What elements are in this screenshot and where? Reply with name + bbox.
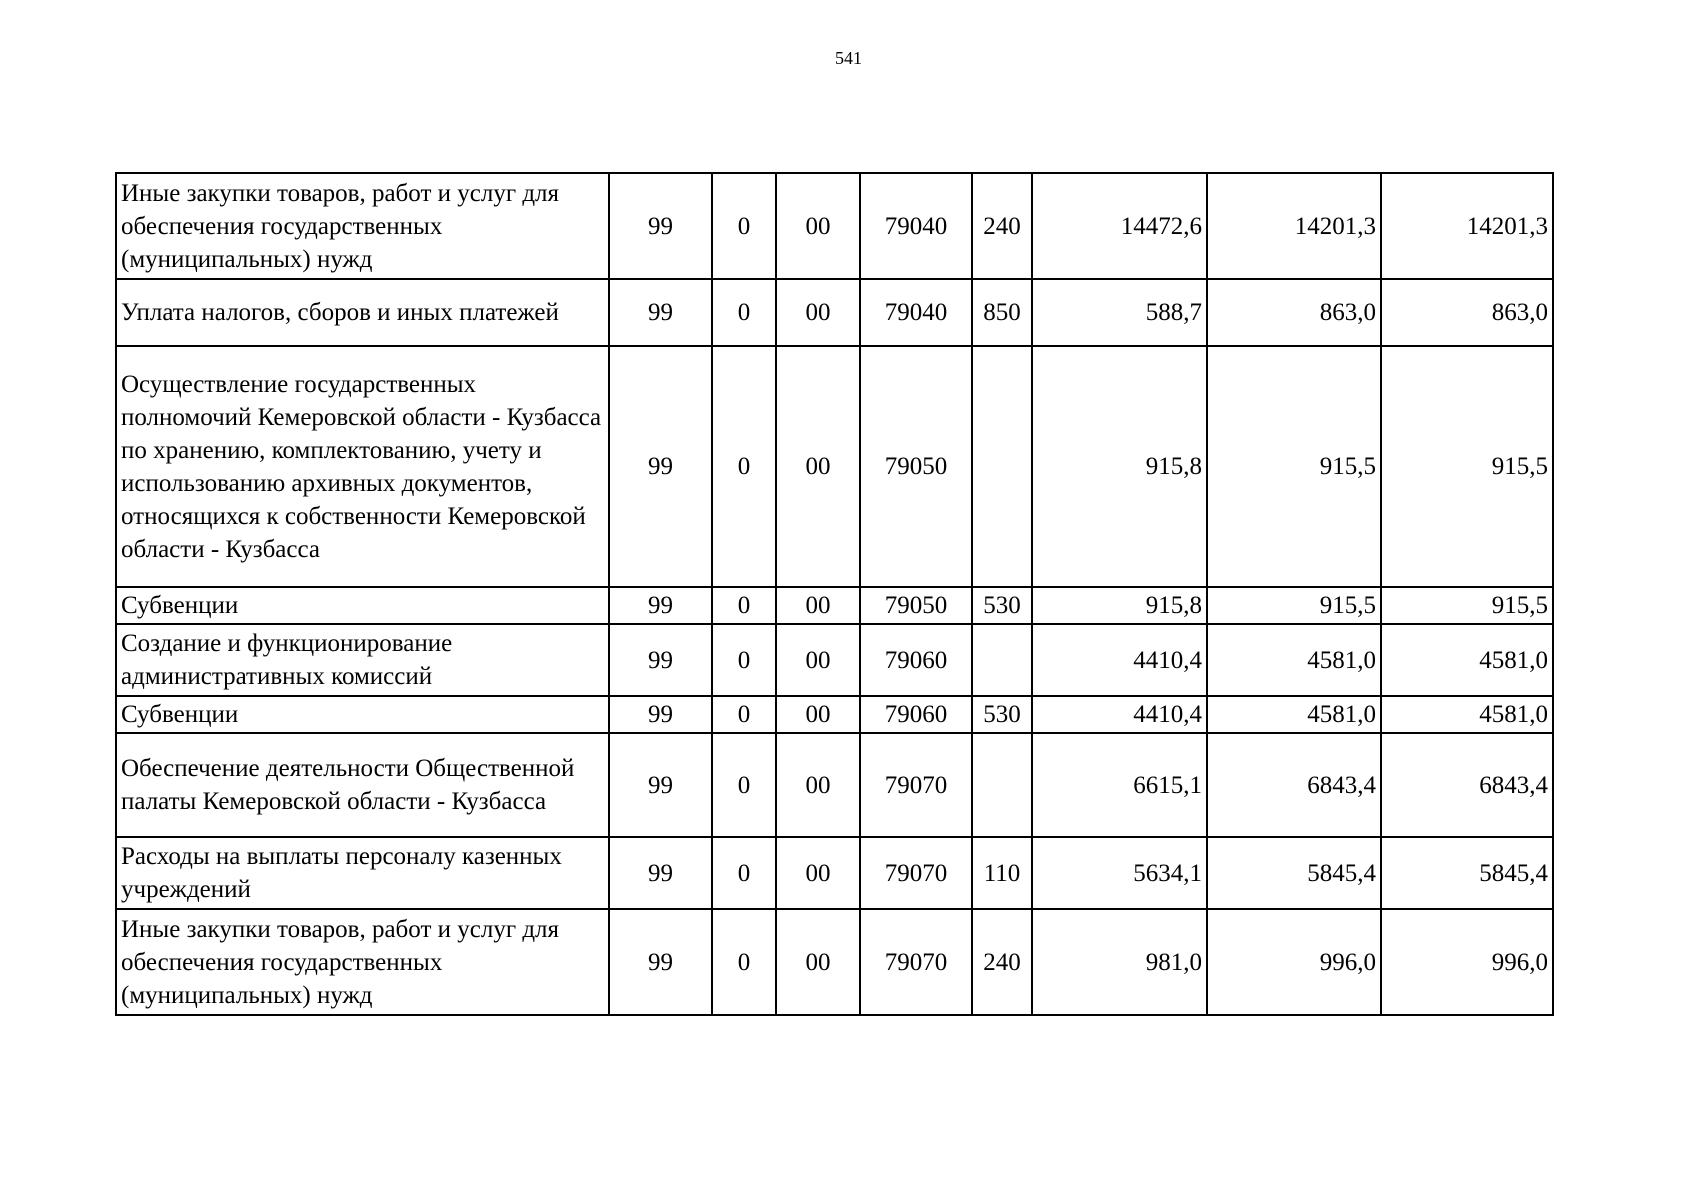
main-event-code: 00	[776, 173, 860, 279]
sum-year-2: 6843,4	[1207, 733, 1381, 837]
row-description: Уплата налогов, сборов и иных платежей	[116, 279, 609, 346]
table-row	[116, 696, 1553, 733]
row-description: Создание и функционирование административных комиссий	[116, 624, 609, 696]
subprogram-code: 0	[712, 346, 776, 587]
row-description: Расходы на выплаты персоналу казенных учреждений	[116, 837, 609, 909]
sum-year-1: 4410,4	[1032, 624, 1207, 696]
expense-type-code: 110	[972, 837, 1032, 909]
subprogram-code: 0	[712, 587, 776, 624]
sum-year-2: 14201,3	[1207, 173, 1381, 279]
sum-year-3: 996,0	[1381, 909, 1553, 1015]
sum-year-1: 915,8	[1032, 346, 1207, 587]
sum-year-3: 863,0	[1381, 279, 1553, 346]
sum-year-1: 981,0	[1032, 909, 1207, 1015]
row-description: Иные закупки товаров, работ и услуг для обеспечения государственных (муниципальных) нужд	[116, 909, 609, 1015]
sum-year-3: 915,5	[1381, 587, 1553, 624]
table-row	[116, 733, 1553, 837]
program-code: 99	[609, 279, 712, 346]
direction-code: 79040	[860, 279, 972, 346]
sum-year-3: 4581,0	[1381, 696, 1553, 733]
program-code: 99	[609, 587, 712, 624]
sum-year-1: 6615,1	[1032, 733, 1207, 837]
sum-year-1: 588,7	[1032, 279, 1207, 346]
expense-type-code: 240	[972, 909, 1032, 1015]
direction-code: 79040	[860, 173, 972, 279]
row-description: Осуществление государственных полномочий Кемеровской области - Кузбасса по хранению, комплектованию, учету и использованию архивных документов, относящихся к собственности Кемеровской области - Кузбасса	[116, 346, 609, 587]
subprogram-code: 0	[712, 733, 776, 837]
sum-year-3: 14201,3	[1381, 173, 1553, 279]
sum-year-2: 4581,0	[1207, 624, 1381, 696]
main-event-code: 00	[776, 346, 860, 587]
direction-code: 79070	[860, 837, 972, 909]
row-description: Субвенции	[116, 696, 609, 733]
page-number: 541	[835, 48, 862, 68]
sum-year-1: 5634,1	[1032, 837, 1207, 909]
table-row	[116, 173, 1553, 279]
direction-code: 79060	[860, 696, 972, 733]
expense-type-code	[972, 624, 1032, 696]
subprogram-code: 0	[712, 696, 776, 733]
row-description: Иные закупки товаров, работ и услуг для обеспечения государственных (муниципальных) нужд	[116, 173, 609, 279]
table-row	[116, 837, 1553, 909]
table-row	[116, 909, 1553, 1015]
program-code: 99	[609, 733, 712, 837]
main-event-code: 00	[776, 624, 860, 696]
subprogram-code: 0	[712, 909, 776, 1015]
expense-type-code: 240	[972, 173, 1032, 279]
sum-year-2: 915,5	[1207, 587, 1381, 624]
main-event-code: 00	[776, 696, 860, 733]
sum-year-1: 14472,6	[1032, 173, 1207, 279]
expense-type-code	[972, 733, 1032, 837]
table-row	[116, 279, 1553, 346]
sum-year-2: 915,5	[1207, 346, 1381, 587]
table-row	[116, 624, 1553, 696]
subprogram-code: 0	[712, 279, 776, 346]
direction-code: 79060	[860, 624, 972, 696]
sum-year-2: 5845,4	[1207, 837, 1381, 909]
direction-code: 79050	[860, 587, 972, 624]
main-event-code: 00	[776, 837, 860, 909]
subprogram-code: 0	[712, 837, 776, 909]
sum-year-3: 4581,0	[1381, 624, 1553, 696]
program-code: 99	[609, 909, 712, 1015]
program-code: 99	[609, 173, 712, 279]
expense-type-code	[972, 346, 1032, 587]
subprogram-code: 0	[712, 173, 776, 279]
direction-code: 79070	[860, 909, 972, 1015]
direction-code: 79050	[860, 346, 972, 587]
row-description: Обеспечение деятельности Общественной палаты Кемеровской области - Кузбасса	[116, 733, 609, 837]
expense-type-code: 530	[972, 696, 1032, 733]
main-event-code: 00	[776, 587, 860, 624]
sum-year-3: 5845,4	[1381, 837, 1553, 909]
sum-year-2: 4581,0	[1207, 696, 1381, 733]
subprogram-code: 0	[712, 624, 776, 696]
sum-year-2: 996,0	[1207, 909, 1381, 1015]
sum-year-3: 915,5	[1381, 346, 1553, 587]
expense-type-code: 530	[972, 587, 1032, 624]
program-code: 99	[609, 837, 712, 909]
table-row	[116, 346, 1553, 587]
main-event-code: 00	[776, 279, 860, 346]
program-code: 99	[609, 624, 712, 696]
main-event-code: 00	[776, 909, 860, 1015]
program-code: 99	[609, 346, 712, 587]
main-event-code: 00	[776, 733, 860, 837]
direction-code: 79070	[860, 733, 972, 837]
table-row	[116, 587, 1553, 624]
sum-year-1: 4410,4	[1032, 696, 1207, 733]
sum-year-1: 915,8	[1032, 587, 1207, 624]
program-code: 99	[609, 696, 712, 733]
sum-year-2: 863,0	[1207, 279, 1381, 346]
expense-type-code: 850	[972, 279, 1032, 346]
budget-table	[115, 172, 1554, 1016]
sum-year-3: 6843,4	[1381, 733, 1553, 837]
row-description: Субвенции	[116, 587, 609, 624]
